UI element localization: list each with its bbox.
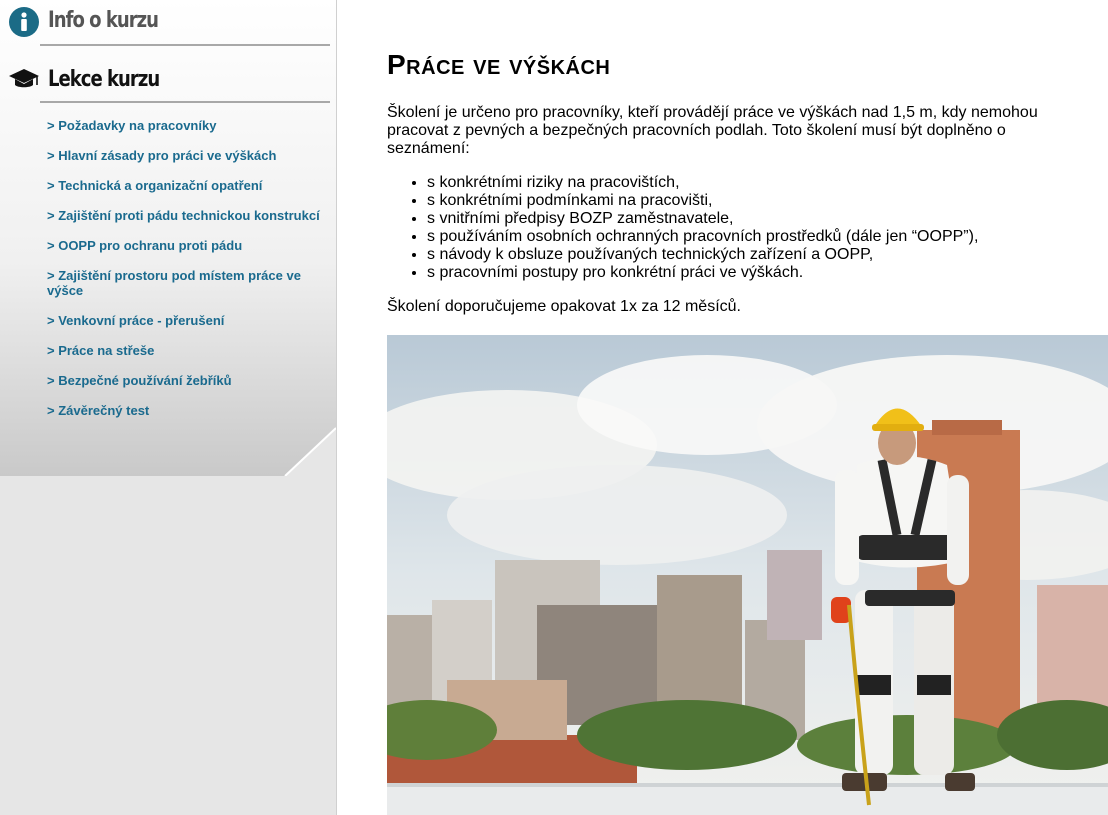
lessons-heading[interactable] — [8, 61, 330, 99]
list-item: • s vnitřními předpisy BOZP zaměstnavatele, — [427, 210, 1087, 228]
lesson-link[interactable]: > Bezpečné používání žebříků — [47, 373, 232, 388]
lessons-heading-label: Lekce kurzu — [48, 67, 160, 92]
page-title: Práce ve výškách — [387, 49, 611, 80]
list-item: • s používáním osobních ochranných pracovních prostředků (dále jen “OOPP”), — [427, 228, 1087, 246]
lesson-link[interactable]: > Požadavky na pracovníky — [47, 118, 217, 133]
lesson-link[interactable]: > Závěrečný test — [47, 403, 150, 418]
lesson-link[interactable]: > Práce na střeše — [47, 343, 155, 358]
intro-paragraph: Školení je určeno pro pracovníky, kteří provádějí práce ve výškách nad 1,5 m, kdy nemohou pracovat z pevných a bezpečných pracovních podlah. Toto školení musí být doplněno o seznámení: — [387, 104, 1038, 157]
lesson-link[interactable]: > Venkovní práce - přerušení — [47, 313, 225, 328]
lesson-list — [47, 118, 332, 433]
divider — [40, 101, 330, 103]
list-item: • s návody k obsluze používaných technických zařízení a OOPP, — [427, 246, 1087, 264]
hero-photo — [387, 335, 1108, 815]
list-item: • s pracovními postupy pro konkrétní práci ve výškách. — [427, 264, 1087, 282]
list-item: • s konkrétními podmínkami na pracovišti, — [427, 192, 1087, 210]
lesson-link[interactable]: > Zajištění proti pádu technickou konstrukcí — [47, 208, 320, 223]
sidebar — [0, 0, 337, 815]
divider — [40, 44, 330, 46]
info-heading-label: Info o kurzu — [48, 8, 159, 33]
lesson-link[interactable]: > Zajištění prostoru pod místem práce ve výšce — [47, 268, 301, 298]
lesson-link[interactable]: > Hlavní zásady pro práci ve výškách — [47, 148, 277, 163]
info-heading[interactable] — [8, 2, 330, 40]
worker-on-roof-illustration — [387, 335, 1108, 815]
sidebar-panel — [0, 0, 336, 476]
lesson-link[interactable]: > Technická a organizační opatření — [47, 178, 263, 193]
list-item: • s konkrétními riziky na pracovištích, — [427, 174, 1087, 192]
lesson-link[interactable]: > OOPP pro ochranu proti pádu — [47, 238, 243, 253]
recommendation-note: Školení doporučujeme opakovat 1x za 12 měsíců. — [387, 298, 741, 315]
main-content — [387, 0, 1108, 815]
topic-list — [407, 174, 1087, 282]
